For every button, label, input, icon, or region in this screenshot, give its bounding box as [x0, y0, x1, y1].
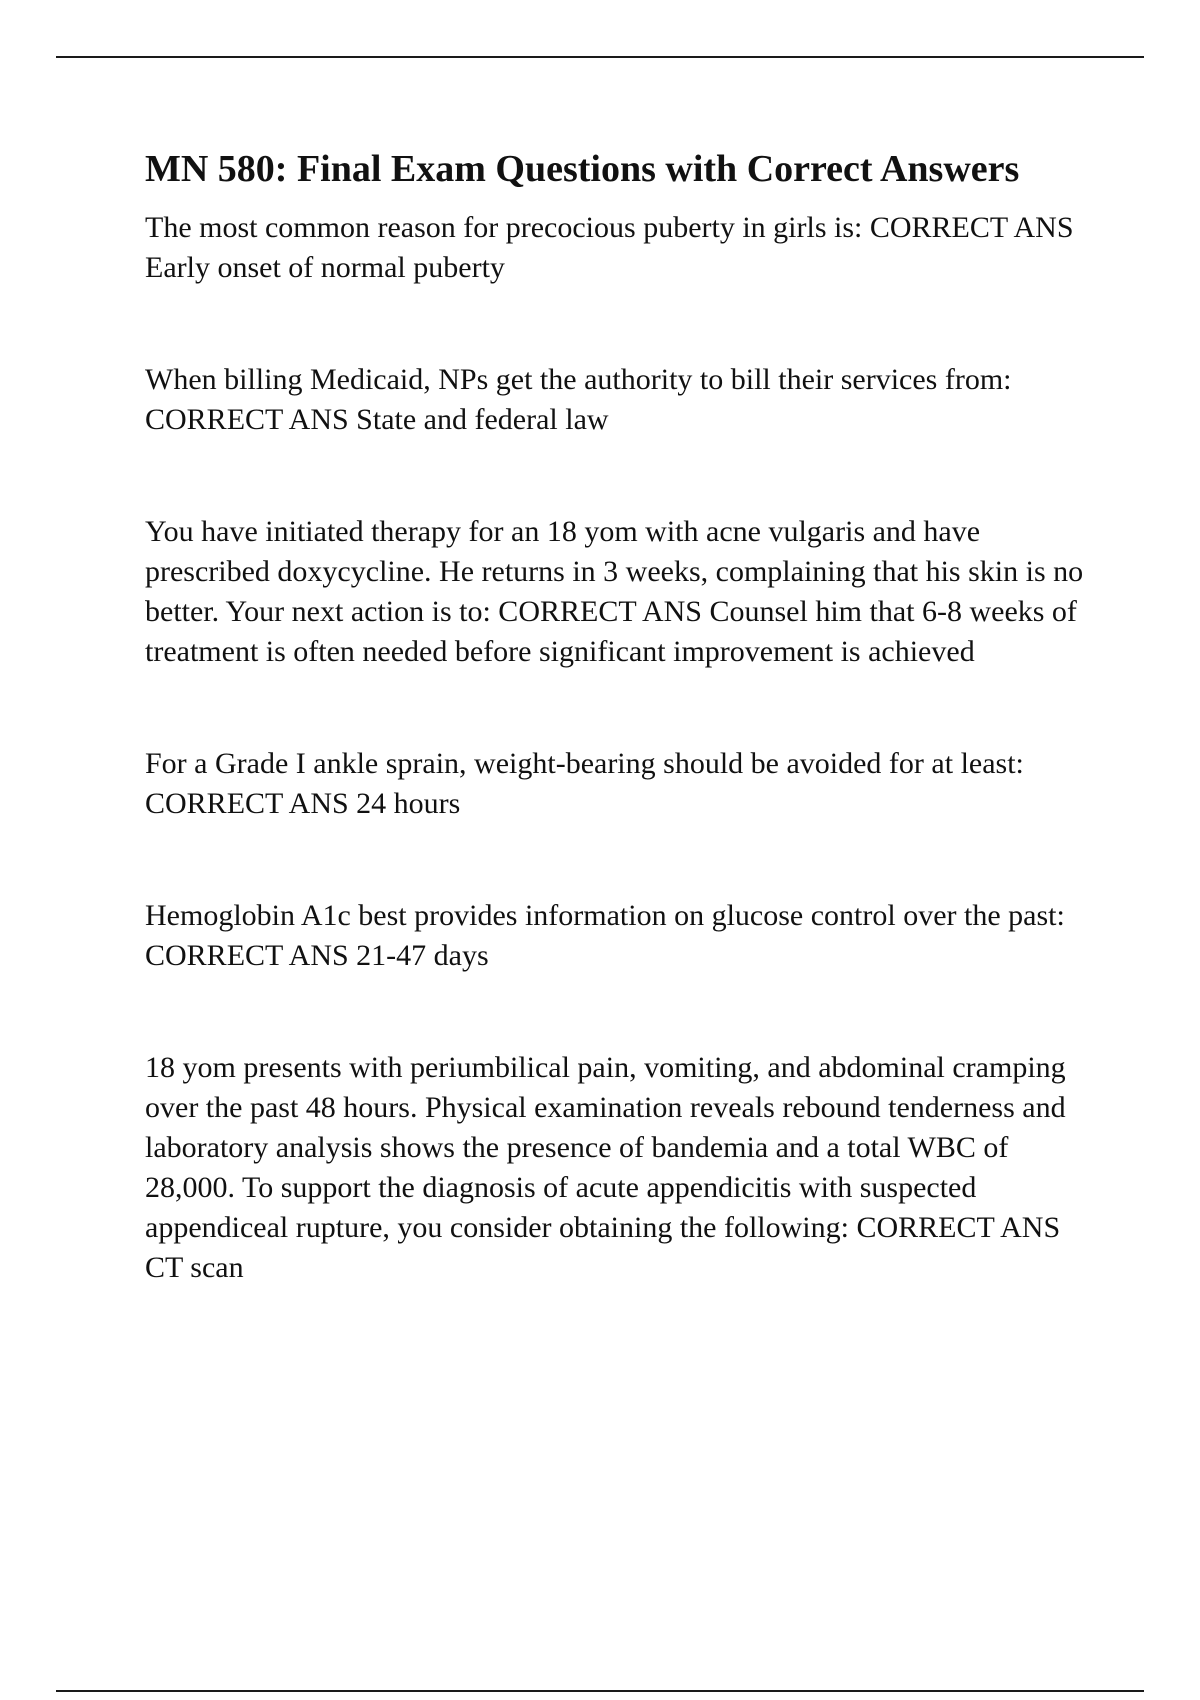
question-answer-item: 18 yom presents with periumbilical pain, vomiting, and abdominal cramping over the past 48 hours. Physical examination reveals rebound tenderness and laboratory analysis shows the presence of bandemia and a total WBC of 28,000. To support the diagnosis of acute appendicitis with suspected appendiceal rupture, you consider obtaining the following: CORRECT ANS CT scan — [145, 1051, 1066, 1284]
question-answer-item: For a Grade I ankle sprain, weight-bearing should be avoided for at least: CORRECT ANS 24 hours — [145, 747, 1024, 820]
question-answer-item: Hemoglobin A1c best provides information on glucose control over the past: CORRECT ANS 21-47 days — [145, 899, 1065, 972]
document-body — [145, 142, 1090, 1360]
document-title: MN 580: Final Exam Questions with Correct Answers — [145, 148, 1020, 190]
question-answer-item: You have initiated therapy for an 18 yom with acne vulgaris and have prescribed doxycycline. He returns in 3 weeks, complaining that his skin is no better. Your next action is to: CORRECT ANS Counsel him that 6-8 weeks of treatment is often needed before significant improvement is achieved — [145, 515, 1084, 668]
question-answer-item: When billing Medicaid, NPs get the authority to bill their services from: CORRECT ANS State and federal law — [145, 363, 1012, 436]
question-answer-list — [145, 208, 1090, 1288]
question-answer-item: The most common reason for precocious puberty in girls is: CORRECT ANS Early onset of normal puberty — [145, 211, 1074, 284]
bottom-divider — [56, 1690, 1144, 1692]
top-divider — [56, 56, 1144, 58]
